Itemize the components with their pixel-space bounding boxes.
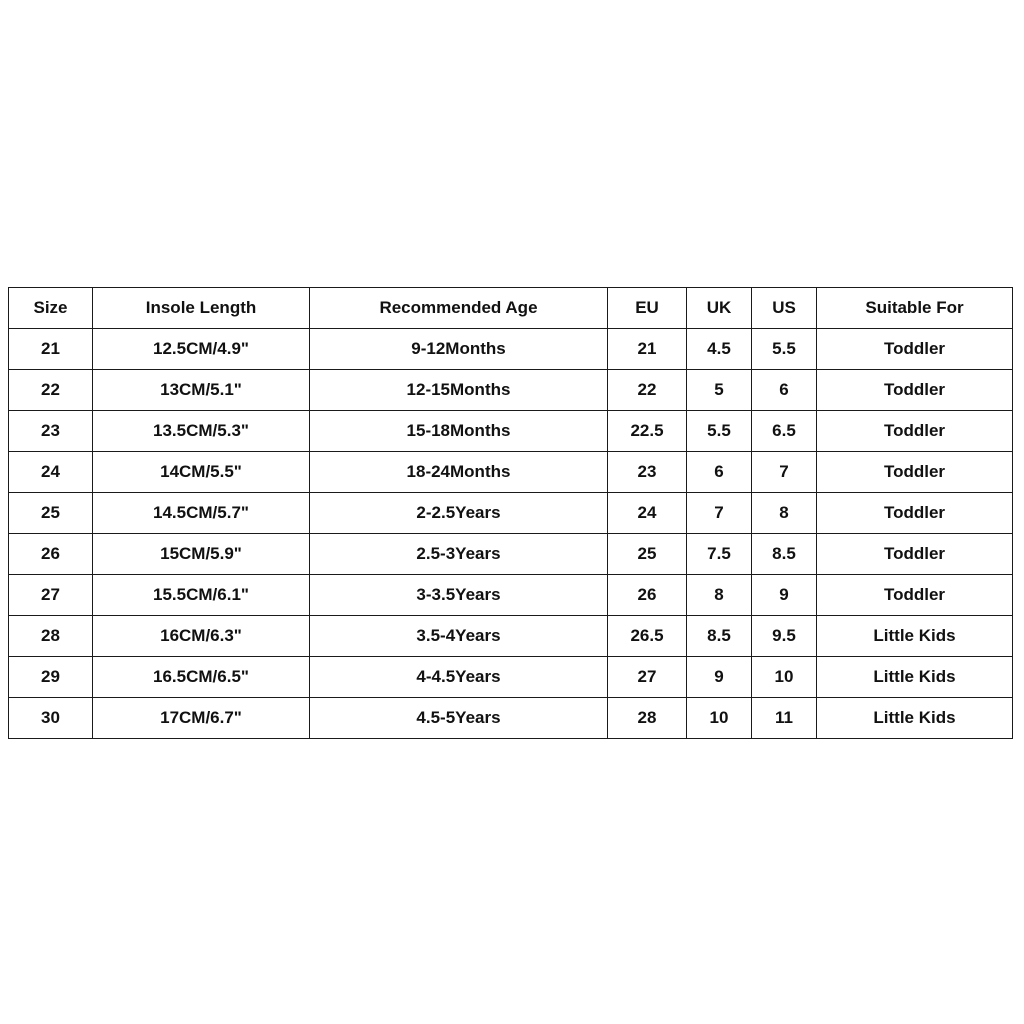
cell-us: 8 <box>752 493 817 534</box>
cell-uk: 10 <box>687 698 752 739</box>
table-row <box>9 411 1013 452</box>
cell-suitable-for: Little Kids <box>817 616 1013 657</box>
cell-recommended-age: 15-18Months <box>310 411 608 452</box>
cell-size: 28 <box>9 616 93 657</box>
cell-suitable-for: Toddler <box>817 370 1013 411</box>
cell-us: 9.5 <box>752 616 817 657</box>
cell-us: 9 <box>752 575 817 616</box>
cell-us: 6.5 <box>752 411 817 452</box>
table-row <box>9 493 1013 534</box>
cell-suitable-for: Toddler <box>817 493 1013 534</box>
table-row <box>9 329 1013 370</box>
cell-suitable-for: Toddler <box>817 534 1013 575</box>
cell-size: 27 <box>9 575 93 616</box>
cell-uk: 6 <box>687 452 752 493</box>
cell-uk: 9 <box>687 657 752 698</box>
cell-recommended-age: 2.5-3Years <box>310 534 608 575</box>
cell-insole-length: 12.5CM/4.9" <box>93 329 310 370</box>
cell-insole-length: 13CM/5.1" <box>93 370 310 411</box>
cell-suitable-for: Toddler <box>817 411 1013 452</box>
cell-us: 6 <box>752 370 817 411</box>
column-header-recommended-age: Recommended Age <box>310 288 608 329</box>
cell-size: 21 <box>9 329 93 370</box>
header-row <box>9 288 1013 329</box>
cell-suitable-for: Toddler <box>817 329 1013 370</box>
cell-insole-length: 15.5CM/6.1" <box>93 575 310 616</box>
cell-eu: 21 <box>608 329 687 370</box>
table-row <box>9 452 1013 493</box>
cell-uk: 7.5 <box>687 534 752 575</box>
cell-insole-length: 14CM/5.5" <box>93 452 310 493</box>
cell-size: 22 <box>9 370 93 411</box>
cell-size: 29 <box>9 657 93 698</box>
table-row <box>9 616 1013 657</box>
cell-us: 11 <box>752 698 817 739</box>
cell-uk: 7 <box>687 493 752 534</box>
cell-insole-length: 14.5CM/5.7" <box>93 493 310 534</box>
cell-us: 5.5 <box>752 329 817 370</box>
cell-size: 23 <box>9 411 93 452</box>
size-chart-body <box>9 329 1013 739</box>
cell-recommended-age: 12-15Months <box>310 370 608 411</box>
column-header-uk: UK <box>687 288 752 329</box>
cell-recommended-age: 3.5-4Years <box>310 616 608 657</box>
cell-eu: 24 <box>608 493 687 534</box>
cell-suitable-for: Little Kids <box>817 657 1013 698</box>
table-row <box>9 534 1013 575</box>
cell-uk: 8.5 <box>687 616 752 657</box>
cell-insole-length: 13.5CM/5.3" <box>93 411 310 452</box>
cell-eu: 23 <box>608 452 687 493</box>
column-header-suitable-for: Suitable For <box>817 288 1013 329</box>
cell-uk: 5 <box>687 370 752 411</box>
cell-uk: 5.5 <box>687 411 752 452</box>
table-row <box>9 657 1013 698</box>
cell-eu: 26.5 <box>608 616 687 657</box>
cell-suitable-for: Little Kids <box>817 698 1013 739</box>
column-header-us: US <box>752 288 817 329</box>
size-chart-table <box>8 287 1013 739</box>
cell-recommended-age: 3-3.5Years <box>310 575 608 616</box>
cell-uk: 8 <box>687 575 752 616</box>
cell-recommended-age: 4.5-5Years <box>310 698 608 739</box>
cell-suitable-for: Toddler <box>817 452 1013 493</box>
cell-size: 26 <box>9 534 93 575</box>
table-row <box>9 370 1013 411</box>
column-header-insole-length: Insole Length <box>93 288 310 329</box>
cell-insole-length: 17CM/6.7" <box>93 698 310 739</box>
cell-eu: 28 <box>608 698 687 739</box>
cell-us: 8.5 <box>752 534 817 575</box>
cell-recommended-age: 9-12Months <box>310 329 608 370</box>
table-row <box>9 698 1013 739</box>
cell-us: 7 <box>752 452 817 493</box>
cell-uk: 4.5 <box>687 329 752 370</box>
cell-us: 10 <box>752 657 817 698</box>
table-row <box>9 575 1013 616</box>
cell-insole-length: 16CM/6.3" <box>93 616 310 657</box>
cell-recommended-age: 2-2.5Years <box>310 493 608 534</box>
cell-insole-length: 15CM/5.9" <box>93 534 310 575</box>
column-header-size: Size <box>9 288 93 329</box>
cell-recommended-age: 4-4.5Years <box>310 657 608 698</box>
cell-eu: 25 <box>608 534 687 575</box>
cell-insole-length: 16.5CM/6.5" <box>93 657 310 698</box>
cell-size: 30 <box>9 698 93 739</box>
cell-suitable-for: Toddler <box>817 575 1013 616</box>
cell-eu: 22.5 <box>608 411 687 452</box>
cell-recommended-age: 18-24Months <box>310 452 608 493</box>
size-chart-header <box>9 288 1013 329</box>
cell-eu: 22 <box>608 370 687 411</box>
column-header-eu: EU <box>608 288 687 329</box>
cell-size: 25 <box>9 493 93 534</box>
cell-eu: 26 <box>608 575 687 616</box>
cell-size: 24 <box>9 452 93 493</box>
cell-eu: 27 <box>608 657 687 698</box>
